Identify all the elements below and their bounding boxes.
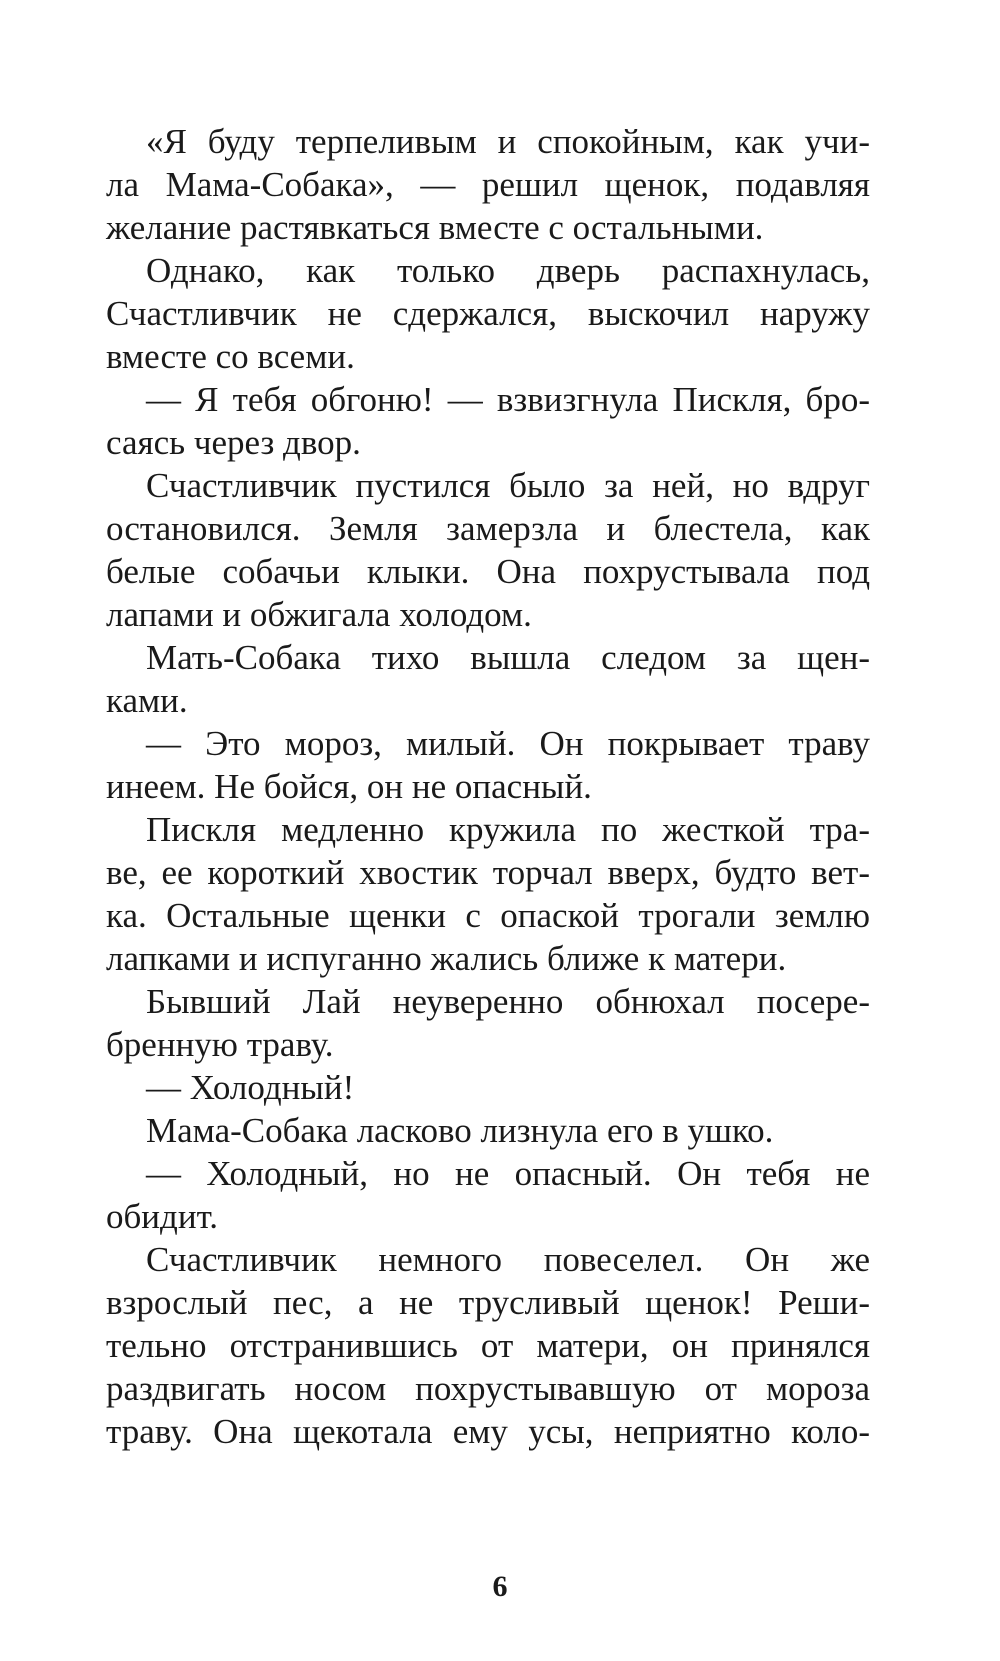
- text-line: раздвигать носом похрустывавшую от мороза: [106, 1369, 870, 1408]
- text-line: белые собачьи клыки. Она похрустывала под: [106, 552, 870, 591]
- text-line: желание растявкаться вместе с остальными.: [106, 208, 764, 247]
- text-line: Счастливчик немного повеселел. Он же: [146, 1240, 870, 1279]
- text-line: бренную траву.: [106, 1025, 334, 1064]
- text-line: — Холодный, но не опасный. Он тебя не: [146, 1154, 870, 1193]
- text-line: Бывший Лай неуверенно обнюхал посере-: [146, 982, 870, 1021]
- text-line: остановился. Земля замерзла и блестела, как: [106, 509, 870, 548]
- text-line: Пискля медленно кружила по жесткой тра-: [146, 810, 870, 849]
- text-line: тельно отстранившись от матери, он принялся: [106, 1326, 870, 1365]
- text-line: — Я тебя обгоню! — взвизгнула Пискля, бро-: [146, 380, 870, 419]
- text-line: Мама-Собака ласково лизнула его в ушко.: [146, 1111, 774, 1150]
- text-line: «Я буду терпеливым и спокойным, как учи-: [146, 122, 870, 161]
- body-text: [106, 120, 870, 1453]
- text-line: ве, ее короткий хвостик торчал вверх, будто вет-: [106, 853, 870, 892]
- text-line: лапками и испуганно жались ближе к матери.: [106, 939, 787, 978]
- text-line: Мать-Собака тихо вышла следом за щен-: [146, 638, 870, 677]
- page-number: 6: [492, 1570, 508, 1603]
- text-line: — Это мороз, милый. Он покрывает траву: [146, 724, 870, 763]
- text-line: инеем. Не бойся, он не опасный.: [106, 767, 592, 806]
- text-line: вместе со всеми.: [106, 337, 355, 376]
- text-line: взрослый пес, а не трусливый щенок! Реши-: [106, 1283, 870, 1322]
- text-line: саясь через двор.: [106, 423, 361, 462]
- text-line: — Холодный!: [146, 1068, 355, 1107]
- text-line: ка. Остальные щенки с опаской трогали землю: [106, 896, 870, 935]
- text-line: ками.: [106, 681, 188, 720]
- text-line: траву. Она щекотала ему усы, неприятно коло-: [106, 1412, 870, 1451]
- text-line: Однако, как только дверь распахнулась,: [146, 251, 870, 290]
- text-line: лапами и обжигала холодом.: [106, 595, 532, 634]
- text-line: обидит.: [106, 1197, 218, 1236]
- text-line: Счастливчик пустился было за ней, но вдруг: [146, 466, 870, 505]
- text-line: Счастливчик не сдержался, выскочил наружу: [106, 294, 870, 333]
- text-line: ла Мама-Собака», — решил щенок, подавляя: [106, 165, 870, 204]
